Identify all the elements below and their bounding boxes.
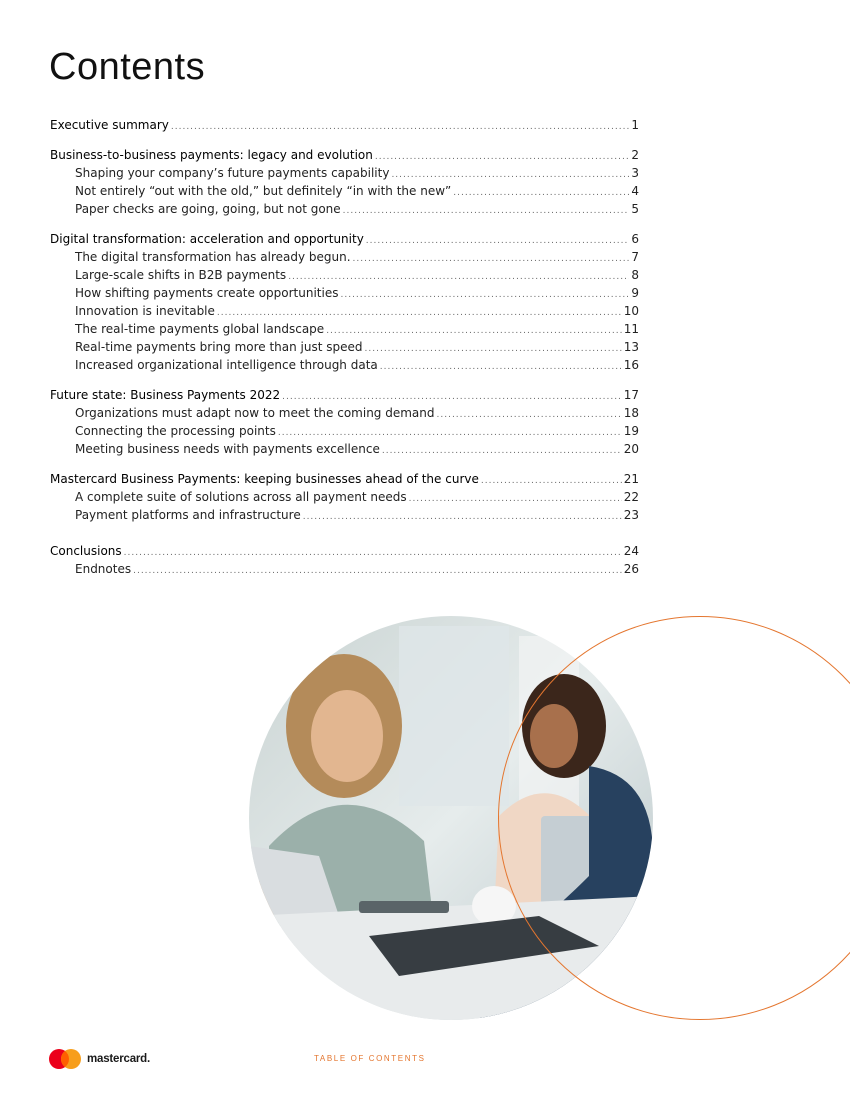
toc-page-number: 2 — [631, 148, 639, 162]
toc-entry-label: Future state: Business Payments 2022 — [50, 388, 281, 402]
toc-entry-label: Shaping your company’s future payments capability — [75, 166, 390, 180]
toc-leader-dots — [382, 442, 622, 460]
toc-entry-label: Mastercard Business Payments: keeping businesses ahead of the curve — [50, 472, 479, 486]
toc-subsection-entry[interactable] — [75, 560, 639, 578]
toc-page-number: 19 — [623, 424, 639, 438]
toc-entry-label: Large-scale shifts in B2B payments — [75, 268, 287, 282]
toc-subsection-entry[interactable] — [75, 284, 639, 302]
toc-entry-label: Increased organizational intelligence through data — [75, 358, 378, 372]
toc-entry-label: Executive summary — [50, 118, 169, 132]
toc-subsection-entry[interactable] — [75, 422, 639, 440]
toc-page-number: 17 — [623, 388, 639, 402]
toc-page-number: 5 — [631, 202, 639, 216]
footer-section-label: TABLE OF CONTENTS — [314, 1054, 426, 1063]
toc-subsection-entry[interactable] — [75, 302, 639, 320]
toc-entry-label: Conclusions — [50, 544, 122, 558]
toc-entry-label: The real-time payments global landscape — [75, 322, 325, 336]
toc-page-number: 3 — [631, 166, 639, 180]
toc-entry-label: Innovation is inevitable — [75, 304, 215, 318]
toc-subsection-entry[interactable] — [75, 404, 639, 422]
toc-subsection-entry[interactable] — [75, 338, 639, 356]
toc-section-entry[interactable] — [50, 116, 639, 134]
toc-page-number: 13 — [623, 340, 639, 354]
toc-entry-label: Real-time payments bring more than just speed — [75, 340, 363, 354]
toc-subsection-entry[interactable] — [75, 506, 639, 524]
mastercard-circles-icon — [49, 1049, 81, 1069]
toc-page-number: 11 — [623, 322, 639, 336]
toc-page-number: 18 — [623, 406, 639, 420]
toc-page-number: 26 — [623, 562, 639, 576]
toc-page-number: 10 — [623, 304, 639, 318]
toc-page-number: 4 — [631, 184, 639, 198]
mastercard-logo — [49, 1049, 150, 1069]
toc-subsection-entry[interactable] — [75, 440, 639, 458]
toc-leader-dots — [303, 508, 622, 526]
toc-page-number: 22 — [623, 490, 639, 504]
toc-entry-label: Meeting business needs with payments excellence — [75, 442, 380, 456]
toc-entry-label: How shifting payments create opportunities — [75, 286, 339, 300]
toc-entry-label: A complete suite of solutions across all payment needs — [75, 490, 407, 504]
toc-page-number: 9 — [631, 286, 639, 300]
toc-leader-dots — [343, 202, 629, 220]
toc-subsection-entry[interactable] — [75, 356, 639, 374]
toc-subsection-entry[interactable] — [75, 320, 639, 338]
toc-entry-label: Organizations must adapt now to meet the coming demand — [75, 406, 435, 420]
toc-page-number: 23 — [623, 508, 639, 522]
toc-leader-dots — [380, 358, 622, 376]
toc-page-number: 21 — [623, 472, 639, 486]
toc-page-number: 16 — [623, 358, 639, 372]
toc-entry-label: Not entirely “out with the old,” but definitely “in with the new” — [75, 184, 452, 198]
toc-entry-label: Business-to-business payments: legacy and evolution — [50, 148, 373, 162]
mastercard-wordmark: mastercard. — [87, 1053, 151, 1065]
toc-entry-label: The digital transformation has already begun. — [75, 250, 351, 264]
toc-entry-label: Paper checks are going, going, but not gone — [75, 202, 341, 216]
toc-subsection-entry[interactable] — [75, 266, 639, 284]
toc-section-entry[interactable] — [50, 386, 639, 404]
toc-section-entry[interactable] — [50, 470, 639, 488]
toc-subsection-entry[interactable] — [75, 182, 639, 200]
toc-leader-dots — [171, 118, 629, 136]
page-title: Contents — [49, 46, 206, 88]
toc-section-entry[interactable] — [50, 146, 639, 164]
toc-page-number: 24 — [623, 544, 639, 558]
toc-entry-label: Payment platforms and infrastructure — [75, 508, 301, 522]
toc-page-number: 7 — [631, 250, 639, 264]
toc-page-number: 20 — [623, 442, 639, 456]
toc-page-number: 8 — [631, 268, 639, 282]
toc-leader-dots — [133, 562, 622, 580]
toc-page-number: 6 — [631, 232, 639, 246]
toc-section-entry[interactable] — [50, 230, 639, 248]
toc-entry-label: Endnotes — [75, 562, 132, 576]
toc-subsection-entry[interactable] — [75, 200, 639, 218]
toc-entry-label: Digital transformation: acceleration and opportunity — [50, 232, 364, 246]
toc-subsection-entry[interactable] — [75, 164, 639, 182]
toc-section-entry[interactable] — [50, 542, 639, 560]
toc-subsection-entry[interactable] — [75, 248, 639, 266]
toc-entry-label: Connecting the processing points — [75, 424, 276, 438]
toc-page-number: 1 — [631, 118, 639, 132]
toc-subsection-entry[interactable] — [75, 488, 639, 506]
